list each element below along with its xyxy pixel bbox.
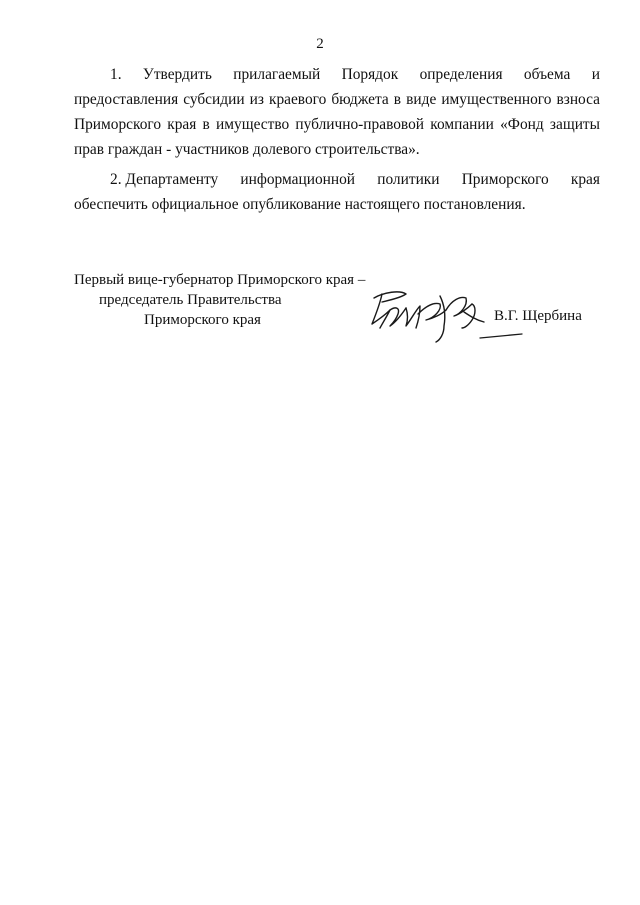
signatory-title [74, 270, 365, 330]
paragraph-publication-line: обеспечить официальное опубликование настоящего постановления. [74, 196, 526, 213]
page-number: 2 [316, 36, 324, 52]
signatory-title-line: председатель Правительства [99, 292, 282, 308]
paragraph-approve-first-line: 1. Утвердить прилагаемый Порядок определения объема и [110, 66, 600, 83]
paragraph-approve-line: прав граждан - участников долевого строительства». [74, 141, 420, 158]
signatory-name: В.Г. Щербина [494, 308, 582, 324]
paragraph-publication-first-line: 2. Департаменту информационной политики Приморского края [110, 171, 600, 188]
paragraph-approve-line: Приморского края в имущество публично-правовой компании «Фонд защиты [74, 116, 600, 133]
paragraph-approve [74, 62, 600, 162]
signatory-title-line: Приморского края [144, 312, 261, 328]
paragraph-publication [74, 167, 600, 217]
signatory-title-line: Первый вице-губернатор Приморского края – [74, 272, 366, 288]
paragraph-approve-line: предоставления субсидии из краевого бюджета в виде имущественного взноса [74, 91, 600, 108]
